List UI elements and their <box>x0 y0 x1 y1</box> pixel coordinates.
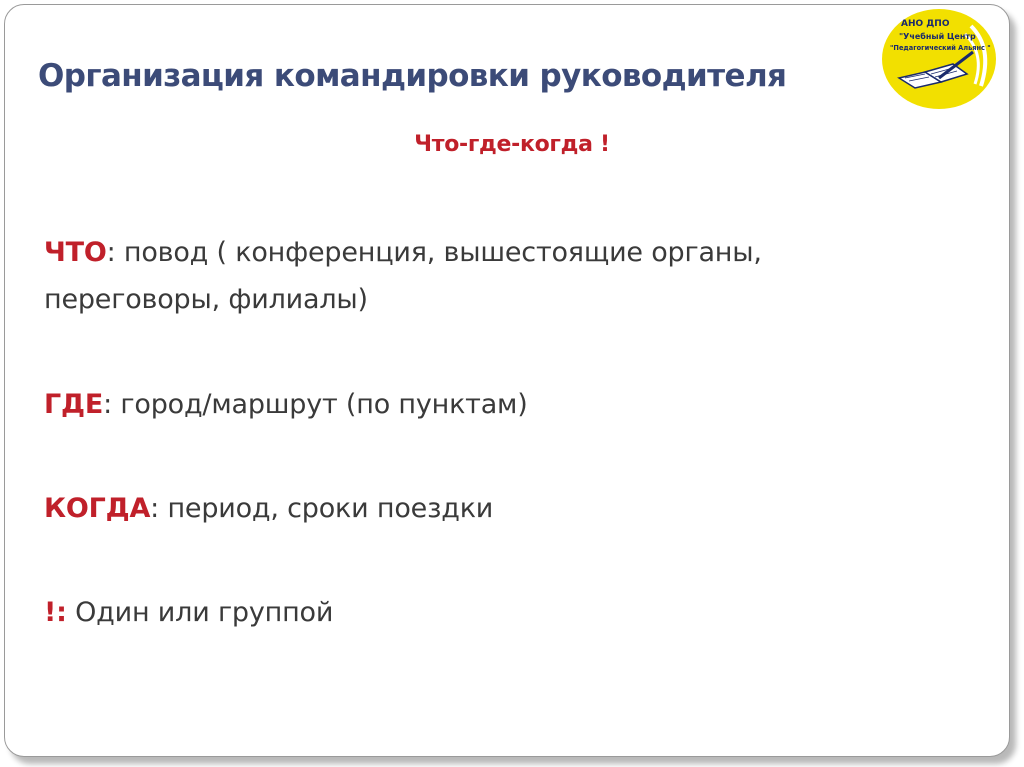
slide-title: Организация командировки руководителя <box>38 58 787 94</box>
item-what-key: ЧТО <box>44 237 107 268</box>
item-when-key: КОГДА <box>44 493 151 524</box>
item-where-key: ГДЕ <box>44 389 104 420</box>
item-where-text: : город/маршрут (по пунктам) <box>103 389 528 420</box>
item-note-text: Один или группой <box>66 597 334 628</box>
item-when-text: : период, сроки поездки <box>150 493 494 524</box>
item-what-text: : повод ( конференция, вышестоящие органы, переговоры, филиалы) <box>44 237 762 315</box>
item-when <box>44 485 493 532</box>
item-note <box>44 589 333 636</box>
logo-line-1: АНО ДПО <box>901 19 950 29</box>
slide-subtitle: Что-где-когда ! <box>414 132 610 157</box>
logo-line-2: "Учебный Центр <box>899 32 976 41</box>
item-note-key: !: <box>44 597 67 628</box>
logo-emblem <box>881 8 997 110</box>
item-what <box>44 229 944 323</box>
item-where <box>44 381 528 428</box>
logo-line-3: "Педагогический Альянс " <box>890 44 991 52</box>
